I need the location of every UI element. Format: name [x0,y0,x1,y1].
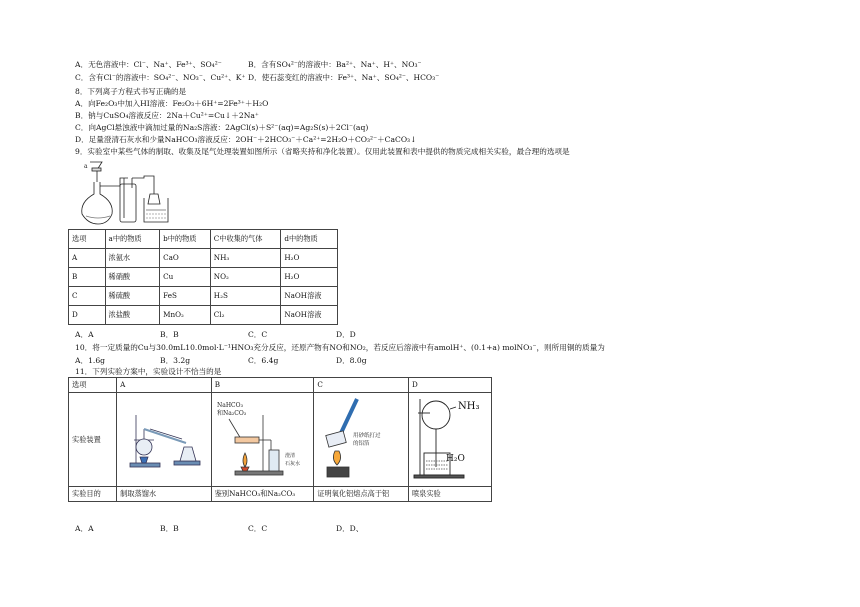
q10-answer-c: C．6.4g [248,356,279,365]
img-b-label-4: 石灰水 [284,461,300,467]
q11-header-c: C [314,378,409,393]
q11-img-c [314,393,409,487]
q11-answer-d: D．D、 [336,524,364,533]
q9-answer-a: A．A [75,330,94,339]
q9-header-c: C中收集的气体 [210,230,281,249]
table-cell: 浓盐酸 [105,306,160,325]
img-c-label-1: 用砂纸打过 [353,433,381,439]
table-cell: D [69,306,106,325]
table-cell: CaO [160,249,211,268]
q11-header-b: B [211,378,314,393]
img-b-label-1: NaHCO₃ [216,402,243,409]
table-cell: 稀硫酸 [105,287,160,306]
table-cell: NaOH溶液 [281,287,338,306]
distillation-apparatus-image [120,395,206,481]
fountain-experiment-image [412,395,488,481]
q11-img-a [117,393,212,487]
table-cell: Cl₂ [210,306,281,325]
table-row [69,268,338,287]
table-row [69,249,338,268]
table-row [69,287,338,306]
table-row [69,393,492,487]
table-cell: B [69,268,106,287]
q8-option-b: B．钠与CuSO₄溶液反应：2Na＋Cu²⁺=Cu↓＋2Na⁺ [75,111,259,120]
q7-option-c: C．含有Cl⁻的溶液中：SO₄²⁻、NO₃⁻、Cu²⁺、K⁺ [75,73,246,82]
q11-table-header [69,378,492,393]
table-cell: Cu [160,268,211,287]
q10-answer-a: A．1.6g [75,356,106,365]
q7-option-b: B．含有SO₄²⁻的溶液中：Ba²⁺、Na⁺、H⁺、NO₃⁻ [248,60,422,69]
q9-table [68,229,338,325]
table-cell: 浓氨水 [105,249,160,268]
q11-answer-b: B．B [160,524,179,533]
q11-purpose-b: 鉴别NaHCO₃和Na₂CO₃ [211,487,314,502]
q11-table [68,377,492,502]
img-d-label-nh3: NH₃ [457,401,480,412]
gas-apparatus-diagram [72,158,172,228]
table-cell: H₂S [210,287,281,306]
q9-answer-d: D．D [336,330,356,339]
heating-test-tube-image [215,395,309,481]
q11-purpose-d: 喷泉实验 [408,487,491,502]
table-cell: NO₂ [210,268,281,287]
q10-answer-b: B．3.2g [160,356,191,365]
q8-stem: 8．下列离子方程式书写正确的是 [75,87,187,96]
table-row [69,306,338,325]
q11-img-b [211,393,314,487]
q9-header-b: b中的物质 [160,230,211,249]
q9-header-option: 选项 [69,230,106,249]
table-cell: FeS [160,287,211,306]
q11-purpose-a: 制取蒸馏水 [117,487,212,502]
q10-stem-part3: ，则所用铜的质量为 [536,343,605,352]
q10-stem-part1: 10．将一定质量的Cu与30.0mL10.0mol·L⁻¹HNO₃充分反应，还原产物有NO和NO₂，若反应后溶液中有amolH⁺、 [75,343,472,352]
q10-answer-d: D．8.0g [336,356,367,365]
img-b-label-2: 和Na₂CO₃ [216,410,246,417]
svg-text:a: a [84,163,88,170]
q11-header-option: 选项 [69,378,117,393]
q11-row-label-purpose: 实验目的 [69,487,117,502]
q11-stem: 11．下列实验方案中，实验设计不恰当的是 [75,367,222,376]
q11-row-label-device: 实验装置 [69,393,117,487]
q10-stem-part2: (0.1+a) molNO₃⁻ [471,343,537,352]
q9-stem: 9．实验室中某些气体的制取、收集及尾气处理装置如图所示（省略夹持和净化装置）。仅用此装置和表中提供的物质完成相关实验，最合理的选项是 [75,147,570,156]
table-cell: A [69,249,106,268]
table-cell: NaOH溶液 [281,306,338,325]
q9-answer-c: C．C [248,330,268,339]
img-d-label-h2o: H₂O [445,454,465,464]
q10-stem [75,343,605,353]
q11-answer-a: A．A [75,524,94,533]
table-cell: H₂O [281,249,338,268]
img-c-label-2: 的铝箔 [353,441,370,447]
img-b-label-3: 澄清 [284,453,295,459]
q9-header-d: d中的物质 [281,230,338,249]
q8-option-c: C．向AgCl悬浊液中滴加过量的Na₂S溶液：2AgCl(s)＋S²⁻(aq)=Ag₂S(s)＋2Cl⁻(aq) [75,123,369,132]
table-row [69,487,492,502]
q9-header-a: a中的物质 [105,230,160,249]
table-cell: C [69,287,106,306]
q11-header-d: D [408,378,491,393]
q11-answer-c: C．C [248,524,268,533]
aluminum-foil-burning-image [317,395,403,481]
table-cell: 稀硝酸 [105,268,160,287]
q11-img-d [408,393,491,487]
q11-header-a: A [117,378,212,393]
table-cell: NH₃ [210,249,281,268]
q8-option-d: D．足量澄清石灰水和少量NaHCO₃溶液反应：2OH⁻＋2HCO₃⁻＋Ca²⁺=2H₂O＋CO₃²⁻＋CaCO₃↓ [75,135,417,144]
table-cell: MnO₂ [160,306,211,325]
table-cell: H₂O [281,268,338,287]
q11-purpose-c: 证明氧化铝熔点高于铝 [314,487,409,502]
q7-option-d: D．使石蕊变红的溶液中：Fe³⁺、Na⁺、SO₄²⁻、HCO₃⁻ [248,73,440,82]
q9-table-header [69,230,338,249]
q8-option-a: A．向Fe₂O₃中加入HI溶液：Fe₂O₃＋6H⁺=2Fe³⁺＋H₂O [75,99,269,108]
q9-answer-b: B．B [160,330,179,339]
q7-option-a: A．无色溶液中：Cl⁻、Na⁺、Fe³⁺、SO₄²⁻ [75,60,222,69]
